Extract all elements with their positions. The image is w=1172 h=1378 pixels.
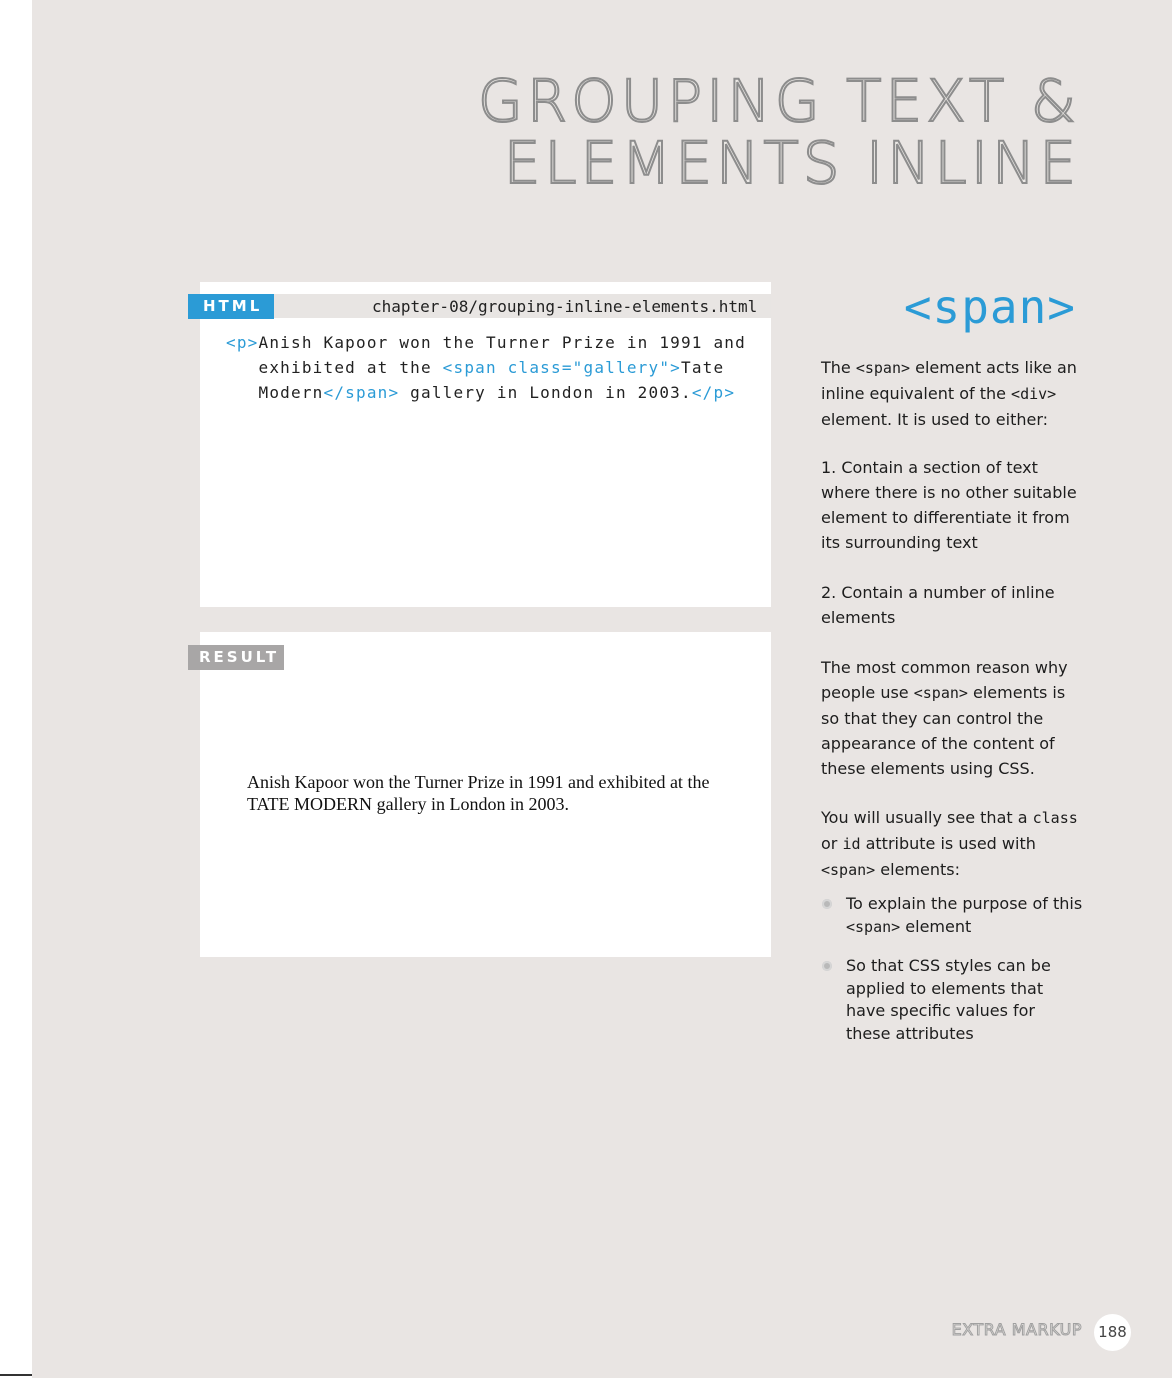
code-tag-open-span: <span class="gallery"> — [442, 358, 681, 377]
page-title — [280, 67, 1080, 197]
inline-code: <span> — [913, 684, 968, 702]
bullet-item — [821, 893, 1083, 938]
sidebar-bullet-list — [821, 893, 1083, 1062]
code-line-2 — [226, 355, 746, 380]
text-fragment: element. It is used to either: — [821, 410, 1049, 429]
sidebar-paragraph-4 — [821, 655, 1081, 781]
text-fragment: or — [821, 834, 843, 853]
code-tag-open-p: <p> — [226, 333, 259, 352]
text-fragment: You will usually see that a — [821, 808, 1033, 827]
code-text: exhibited at the — [258, 358, 443, 377]
code-text: Anish Kapoor won the Turner Prize in 1991 and — [258, 333, 746, 352]
code-block — [226, 330, 746, 405]
text-fragment: The most common reason why people use — [821, 658, 1068, 702]
code-tag-close-p: </p> — [691, 383, 736, 402]
text-fragment: elements: — [875, 860, 960, 879]
code-file-name: chapter-08/grouping-inline-elements.html — [372, 297, 758, 316]
result-text-end: gallery in London in 2003. — [372, 794, 570, 814]
result-gallery-span: TATE MODERN — [247, 794, 373, 814]
inline-code: class — [1032, 809, 1078, 827]
page-title-line-1: GROUPING TEXT & — [477, 67, 1080, 135]
page-edge-line — [0, 1374, 32, 1376]
text-fragment: So that CSS styles can be applied to elements that have specific values for these attributes — [846, 956, 1051, 1043]
inline-code: id — [842, 835, 861, 853]
text-fragment: element acts like an inline equivalent of the — [821, 358, 1077, 403]
result-label-tab: RESULT — [188, 645, 284, 670]
code-tag-close-span: </span> — [323, 383, 400, 402]
bullet-dot-icon — [822, 961, 832, 971]
code-line-1 — [226, 330, 746, 355]
text-fragment: To explain the purpose of this — [846, 894, 1083, 913]
footer-section-name: EXTRA MARKUP — [951, 1320, 1082, 1339]
result-text-start: Anish Kapoor won the Turner Prize in 1991 and exhibited at the — [247, 772, 710, 792]
text-fragment: elements is so that they can control the appearance of the content of these elements using CSS. — [821, 683, 1066, 778]
sidebar-paragraph-5 — [821, 805, 1081, 883]
text-fragment: element — [900, 916, 972, 936]
sidebar-paragraph-2: 1. Contain a section of text where there is no other suitable element to differentiate it from its surrounding text — [821, 458, 1077, 552]
text-fragment: attribute is used with — [860, 834, 1036, 853]
text-fragment: The — [821, 358, 856, 377]
sidebar-paragraph-3: 2. Contain a number of inline elements — [821, 583, 1055, 627]
bullet-item — [821, 955, 1083, 1045]
inline-code: <span> — [855, 359, 911, 377]
inline-code: <span> — [846, 917, 901, 936]
code-text: gallery in London in 2003. — [399, 383, 692, 402]
code-text: Tate — [681, 358, 725, 377]
sidebar-heading: <span> — [903, 280, 1076, 334]
result-paragraph — [247, 771, 747, 815]
code-text: Modern — [258, 383, 324, 402]
bullet-dot-icon — [822, 899, 832, 909]
sidebar-paragraph-1 — [821, 355, 1081, 432]
inline-code: <span> — [821, 861, 876, 879]
page-number-badge: 188 — [1094, 1314, 1131, 1351]
inline-code: <div> — [1011, 385, 1057, 403]
html-label-tab: HTML — [188, 294, 274, 319]
code-line-3 — [226, 380, 746, 405]
page-title-line-2: ELEMENTS INLINE — [503, 129, 1080, 197]
